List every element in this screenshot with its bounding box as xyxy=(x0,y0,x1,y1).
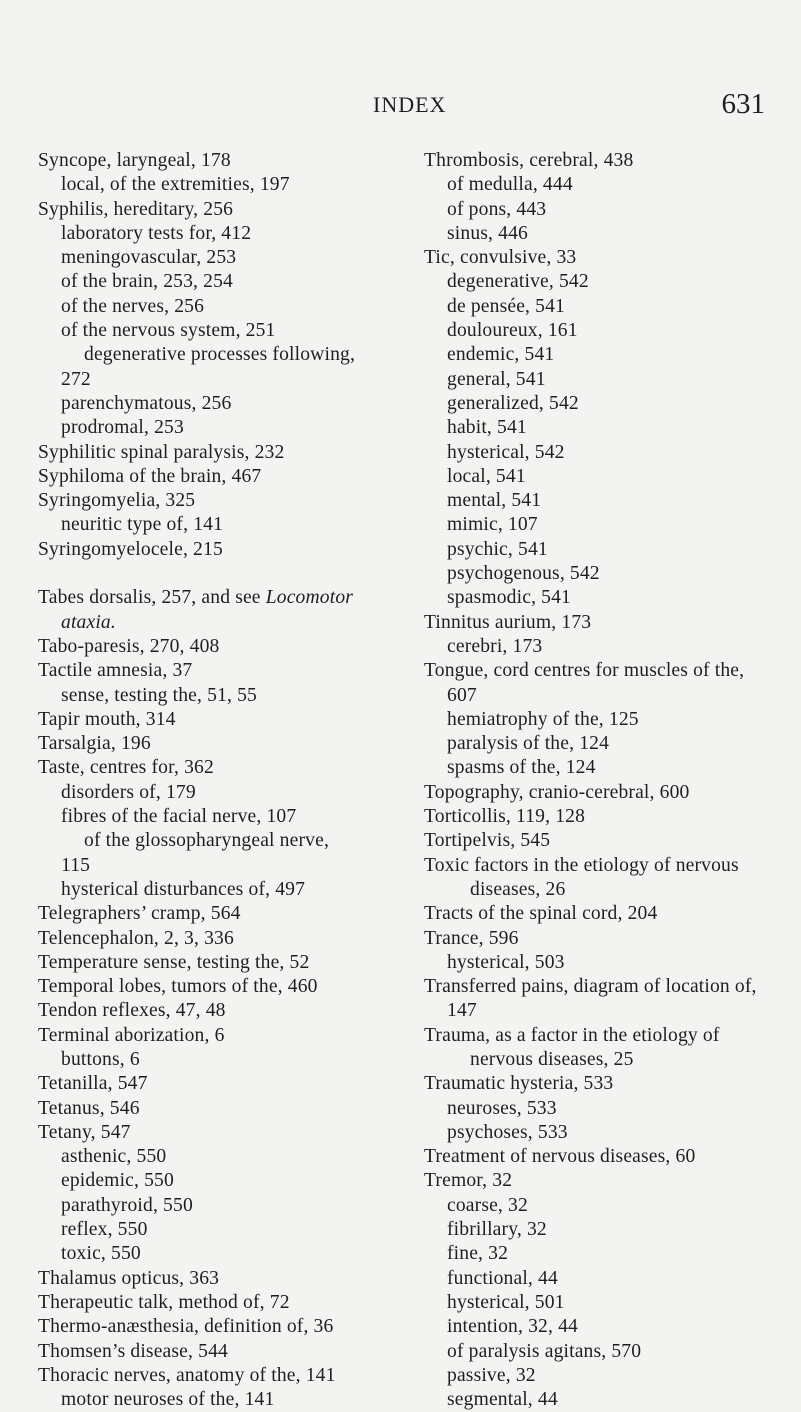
entry-text: neuroses, 533 xyxy=(447,1097,557,1119)
entry-text: degenerative processes following, xyxy=(84,344,356,366)
index-subentry xyxy=(424,465,770,489)
entry-text: Terminal aborization, 6 xyxy=(38,1024,225,1046)
page-header xyxy=(0,88,801,128)
entry-text: Tetany, 547 xyxy=(38,1121,131,1143)
entry-text: Syringomyelia, 325 xyxy=(38,490,196,512)
entry-text: Tapir mouth, 314 xyxy=(38,708,176,730)
entry-text: of the glossopharyngeal nerve, xyxy=(84,830,329,852)
index-subentry xyxy=(424,295,770,319)
index-subentry xyxy=(38,829,390,853)
entry-text: Syphilis, hereditary, 256 xyxy=(38,198,234,220)
entry-text: mental, 541 xyxy=(447,490,542,512)
index-subentry xyxy=(424,368,770,392)
index-subentry xyxy=(424,489,770,513)
index-entry xyxy=(424,781,770,805)
index-subentry xyxy=(38,1388,390,1412)
entry-text: Tinnitus aurium, 173 xyxy=(424,611,592,633)
entry-text: toxic, 550 xyxy=(61,1243,141,1265)
page-number: 631 xyxy=(721,88,765,120)
index-entry xyxy=(424,902,770,926)
entry-text: nervous diseases, 25 xyxy=(470,1048,634,1070)
index-subentry xyxy=(38,1169,390,1193)
entry-text: Tabes dorsalis, 257, and see xyxy=(38,587,266,609)
index-subentry xyxy=(424,1388,770,1412)
entry-text: habit, 541 xyxy=(447,417,527,439)
index-entry xyxy=(38,732,390,756)
index-entry xyxy=(38,586,390,610)
index-subentry xyxy=(38,368,390,392)
entry-text: Tremor, 32 xyxy=(424,1170,513,1192)
entry-text: Telencephalon, 2, 3, 336 xyxy=(38,927,234,949)
entry-cross-reference: ataxia. xyxy=(61,611,116,633)
index-column-right xyxy=(424,149,770,1412)
index-subentry xyxy=(424,513,770,537)
index-subentry xyxy=(424,1267,770,1291)
entry-text: 272 xyxy=(61,368,91,390)
index-subentry xyxy=(424,1194,770,1218)
entry-text: spasmodic, 541 xyxy=(447,587,572,609)
entry-text: Thalamus opticus, 363 xyxy=(38,1267,220,1289)
entry-text: functional, 44 xyxy=(447,1267,558,1289)
entry-text: sinus, 446 xyxy=(447,222,528,244)
index-subentry xyxy=(424,1242,770,1266)
entry-text: coarse, 32 xyxy=(447,1194,528,1216)
index-entry xyxy=(38,1121,390,1145)
index-entry xyxy=(38,1072,390,1096)
entry-text: Topography, cranio-cerebral, 600 xyxy=(424,781,690,803)
index-entry xyxy=(424,1072,770,1096)
entry-text: Tongue, cord centres for muscles of the, xyxy=(424,660,745,682)
index-entry xyxy=(38,1315,390,1339)
index-subentry xyxy=(38,295,390,319)
index-entry xyxy=(38,1340,390,1364)
index-subentry xyxy=(38,173,390,197)
index-entry xyxy=(424,854,770,878)
entry-text: Temperature sense, testing the, 52 xyxy=(38,951,310,973)
index-entry xyxy=(424,805,770,829)
entry-text: general, 541 xyxy=(447,368,546,390)
index-entry xyxy=(38,441,390,465)
index-entry xyxy=(424,149,770,173)
entry-text: local, of the extremities, 197 xyxy=(61,174,290,196)
index-entry xyxy=(38,999,390,1023)
index-subentry xyxy=(424,878,770,902)
index-entry xyxy=(424,829,770,853)
entry-text: Tetanilla, 547 xyxy=(38,1073,148,1095)
index-entry xyxy=(424,659,770,683)
entry-text: cerebri, 173 xyxy=(447,635,543,657)
index-entry xyxy=(424,927,770,951)
entry-text: Thoracic nerves, anatomy of the, 141 xyxy=(38,1364,336,1386)
index-entry xyxy=(424,611,770,635)
entry-text: fibrillary, 32 xyxy=(447,1219,547,1241)
index-subentry xyxy=(38,1194,390,1218)
entry-text: disorders of, 179 xyxy=(61,781,196,803)
entry-text: parenchymatous, 256 xyxy=(61,392,232,414)
index-entry xyxy=(38,708,390,732)
entry-text: of pons, 443 xyxy=(447,198,547,220)
entry-text: Therapeutic talk, method of, 72 xyxy=(38,1291,290,1313)
entry-text: neuritic type of, 141 xyxy=(61,514,224,536)
index-subentry xyxy=(424,319,770,343)
index-subentry xyxy=(424,1340,770,1364)
index-column-left xyxy=(38,149,390,1412)
entry-text: 607 xyxy=(447,684,477,706)
entry-text: hemiatrophy of the, 125 xyxy=(447,708,639,730)
entry-text: hysterical, 542 xyxy=(447,441,565,463)
entry-text: laboratory tests for, 412 xyxy=(61,222,252,244)
entry-text: psychoses, 533 xyxy=(447,1121,568,1143)
entry-text: Tetanus, 546 xyxy=(38,1097,140,1119)
index-subentry xyxy=(38,513,390,537)
entry-text: Traumatic hysteria, 533 xyxy=(424,1073,614,1095)
entry-text: douloureux, 161 xyxy=(447,320,578,342)
index-subentry xyxy=(38,805,390,829)
entry-text: meningovascular, 253 xyxy=(61,247,237,269)
index-subentry xyxy=(38,1048,390,1072)
index-entry xyxy=(424,1145,770,1169)
entry-text: Thomsen’s disease, 544 xyxy=(38,1340,228,1362)
entry-text: Syringomyelocele, 215 xyxy=(38,538,223,560)
index-entry xyxy=(38,635,390,659)
entry-text: Tarsalgia, 196 xyxy=(38,733,151,755)
index-entry xyxy=(424,1169,770,1193)
index-subentry xyxy=(38,878,390,902)
index-subentry xyxy=(38,1218,390,1242)
entry-cross-reference: Locomotor xyxy=(265,587,354,609)
entry-text: Transferred pains, diagram of location of, xyxy=(424,976,757,998)
entry-text: mimic, 107 xyxy=(447,514,538,536)
index-subentry xyxy=(424,1315,770,1339)
entry-text: epidemic, 550 xyxy=(61,1170,174,1192)
index-subentry xyxy=(424,684,770,708)
index-entry xyxy=(38,489,390,513)
index-subentry xyxy=(424,562,770,586)
index-subentry xyxy=(38,611,390,635)
index-subentry xyxy=(38,416,390,440)
index-subentry xyxy=(38,1145,390,1169)
index-subentry xyxy=(424,1364,770,1388)
entry-text: spasms of the, 124 xyxy=(447,757,596,779)
index-subentry xyxy=(424,441,770,465)
entry-text: Trance, 596 xyxy=(424,927,519,949)
index-subentry xyxy=(424,1121,770,1145)
index-subentry xyxy=(38,270,390,294)
entry-text: Thermo-anæsthesia, definition of, 36 xyxy=(38,1316,334,1338)
entry-text: Syphilitic spinal paralysis, 232 xyxy=(38,441,285,463)
entry-text: passive, 32 xyxy=(447,1364,536,1386)
entry-text: endemic, 541 xyxy=(447,344,555,366)
entry-text: of medulla, 444 xyxy=(447,174,573,196)
index-entry xyxy=(38,1291,390,1315)
entry-text: de pensée, 541 xyxy=(447,295,565,317)
index-subentry xyxy=(424,586,770,610)
index-subentry xyxy=(424,270,770,294)
entry-text: fine, 32 xyxy=(447,1243,509,1265)
entry-text: intention, 32, 44 xyxy=(447,1316,578,1338)
entry-text: asthenic, 550 xyxy=(61,1146,167,1168)
entry-text: Treatment of nervous diseases, 60 xyxy=(424,1146,696,1168)
entry-text: Syncope, laryngeal, 178 xyxy=(38,150,231,171)
entry-text: of paralysis agitans, 570 xyxy=(447,1340,642,1362)
index-subentry xyxy=(424,1048,770,1072)
index-entry xyxy=(424,1024,770,1048)
index-subentry xyxy=(38,854,390,878)
index-subentry xyxy=(424,416,770,440)
index-entry xyxy=(38,198,390,222)
index-subentry xyxy=(424,635,770,659)
entry-text: of the brain, 253, 254 xyxy=(61,271,233,293)
index-subentry xyxy=(38,319,390,343)
entry-text: degenerative, 542 xyxy=(447,271,589,293)
entry-text: Tactile amnesia, 37 xyxy=(38,660,193,682)
entry-text: Tracts of the spinal cord, 204 xyxy=(424,903,658,925)
index-subentry xyxy=(38,246,390,270)
index-subentry xyxy=(424,538,770,562)
entry-text: reflex, 550 xyxy=(61,1219,148,1241)
entry-text: Tendon reflexes, 47, 48 xyxy=(38,1000,226,1022)
index-entry xyxy=(38,951,390,975)
entry-text: 115 xyxy=(61,854,91,876)
index-entry xyxy=(38,149,390,173)
entry-text: generalized, 542 xyxy=(447,392,579,414)
running-head: INDEX xyxy=(373,92,447,117)
entry-text: prodromal, 253 xyxy=(61,417,184,439)
entry-text: 147 xyxy=(447,1000,477,1022)
index-subentry xyxy=(424,951,770,975)
index-subentry xyxy=(424,1218,770,1242)
entry-text: hysterical, 501 xyxy=(447,1291,565,1313)
index-subentry xyxy=(424,1291,770,1315)
index-entry xyxy=(38,756,390,780)
entry-text: parathyroid, 550 xyxy=(61,1194,193,1216)
entry-text: Tabo-paresis, 270, 408 xyxy=(38,635,220,657)
entry-text: hysterical disturbances of, 497 xyxy=(61,878,306,900)
index-entry xyxy=(38,538,390,562)
entry-text: Temporal lobes, tumors of the, 460 xyxy=(38,976,318,998)
index-subentry xyxy=(424,392,770,416)
entry-text: Torticollis, 119, 128 xyxy=(424,806,586,828)
entry-text: motor neuroses of the, 141 xyxy=(61,1389,275,1411)
index-subentry xyxy=(38,684,390,708)
index-entry xyxy=(38,1267,390,1291)
index-subentry xyxy=(38,781,390,805)
index-subentry xyxy=(424,756,770,780)
index-entry xyxy=(424,246,770,270)
index-entry xyxy=(38,465,390,489)
index-subentry xyxy=(424,732,770,756)
index-entry xyxy=(38,1024,390,1048)
index-subentry xyxy=(38,1242,390,1266)
index-entry xyxy=(38,659,390,683)
entry-text: fibres of the facial nerve, 107 xyxy=(61,806,297,828)
entry-text: psychic, 541 xyxy=(447,538,548,560)
index-subentry xyxy=(38,343,390,367)
index-entry xyxy=(38,927,390,951)
index-subentry xyxy=(424,1097,770,1121)
index-entry xyxy=(38,1364,390,1388)
index-subentry xyxy=(424,343,770,367)
entry-text: Tic, convulsive, 33 xyxy=(424,247,577,269)
entry-text: buttons, 6 xyxy=(61,1048,140,1070)
index-entry xyxy=(38,975,390,999)
index-subentry xyxy=(38,222,390,246)
entry-text: Taste, centres for, 362 xyxy=(38,757,214,779)
section-gap xyxy=(38,562,390,586)
index-entry xyxy=(38,902,390,926)
entry-text: of the nerves, 256 xyxy=(61,295,205,317)
entry-text: Tortipelvis, 545 xyxy=(424,830,551,852)
entry-text: Thrombosis, cerebral, 438 xyxy=(424,150,634,171)
entry-text: Telegraphers’ cramp, 564 xyxy=(38,903,241,925)
entry-text: Trauma, as a factor in the etiology of xyxy=(424,1024,720,1046)
entry-text: paralysis of the, 124 xyxy=(447,733,610,755)
index-subentry xyxy=(424,708,770,732)
entry-text: psychogenous, 542 xyxy=(447,563,600,585)
index-subentry xyxy=(424,999,770,1023)
entry-text: segmental, 44 xyxy=(447,1389,558,1411)
index-entry xyxy=(424,975,770,999)
index-subentry xyxy=(38,392,390,416)
index-entry xyxy=(38,1097,390,1121)
entry-text: of the nervous system, 251 xyxy=(61,320,276,342)
entry-text: Toxic factors in the etiology of nervous xyxy=(424,854,739,876)
index-subentry xyxy=(424,198,770,222)
index-subentry xyxy=(424,222,770,246)
entry-text: local, 541 xyxy=(447,465,526,487)
entry-text: diseases, 26 xyxy=(470,878,566,900)
entry-text: sense, testing the, 51, 55 xyxy=(61,684,258,706)
entry-text: hysterical, 503 xyxy=(447,951,565,973)
entry-text: Syphiloma of the brain, 467 xyxy=(38,465,262,487)
index-subentry xyxy=(424,173,770,197)
